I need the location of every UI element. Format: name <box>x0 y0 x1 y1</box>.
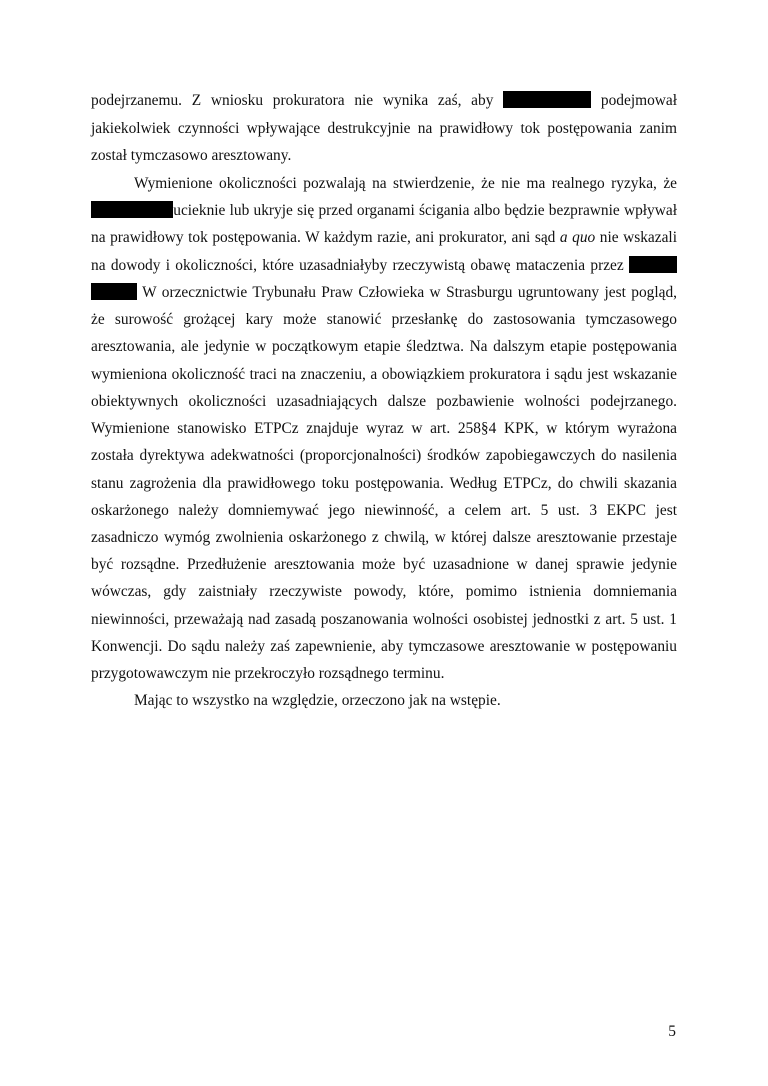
line-text: podejrzanemu. Z wniosku prokuratora nie wynika zaś, aby <box>91 92 494 109</box>
text-line <box>91 474 677 494</box>
line-text: Mając to wszystko na względzie, orzeczono jak na wstępie. <box>134 692 501 709</box>
text-line <box>91 119 677 139</box>
text-line <box>91 337 677 357</box>
line-text: Wymienione stanowisko ETPCz znajduje wyraz w art. 258§4 KPK, w którym wyrażona <box>91 420 677 437</box>
line-text: być rozsądne. Przedłużenie aresztowania może być uzasadnione w danej sprawie jedynie <box>91 556 677 573</box>
line-text: na dowody i okoliczności, które uzasadniałyby rzeczywistą obawę mataczenia przez <box>91 257 624 274</box>
text-line <box>134 174 677 194</box>
line-text: nie wskazali <box>599 229 677 246</box>
text-line <box>91 392 677 412</box>
text-line <box>91 610 677 630</box>
line-text: że surowość grożącej kary może stanowić przesłankę do zastosowania tymczasowego <box>91 311 677 328</box>
line-text: została dyrektywa adekwatności (proporcjonalności) środków zapobiegawczych do nasilenia <box>91 447 677 464</box>
text-line <box>91 446 677 466</box>
text-line <box>91 283 677 303</box>
text-line <box>91 201 677 221</box>
text-line <box>91 582 677 602</box>
text-line <box>134 691 677 711</box>
text-line <box>91 91 677 111</box>
line-text: aresztowania, ale jedynie w początkowym etapie śledztwa. Na dalszym etapie postępowania <box>91 338 677 355</box>
line-text: Wymienione okoliczności pozwalają na stwierdzenie, że nie ma realnego ryzyka, że <box>134 175 677 192</box>
line-text: niewinności, przeważają nad zasadą poszanowania wolności osobistej jednostki z art. 5 ust. 1 <box>91 611 677 628</box>
redaction-block <box>503 91 591 108</box>
line-text: obiektywnych okoliczności uzasadniających dalsze pozbawienie wolności podejrzanego. <box>91 393 677 410</box>
line-text: stanu zagrożenia dla prawidłowego toku postępowania. Według ETPCz, do chwili skazania <box>91 475 677 492</box>
redaction-block <box>91 201 173 218</box>
text-line <box>91 256 677 276</box>
text-line <box>91 637 677 657</box>
line-text: W orzecznictwie Trybunału Praw Człowieka w Strasburgu ugruntowany jest pogląd, <box>142 284 677 301</box>
redaction-block <box>629 256 677 273</box>
page-number: 5 <box>668 1023 676 1040</box>
text-line <box>91 228 677 248</box>
line-text: wówczas, gdy zaistniały rzeczywiste powody, które, pomimo istnienia domniemania <box>91 583 677 600</box>
line-text: oskarżonego należy domniemywać jego niewinność, a celem art. 5 ust. 3 EKPC jest <box>91 502 677 519</box>
text-line <box>91 146 677 166</box>
text-line <box>91 664 677 684</box>
line-text: podejmował <box>600 92 677 109</box>
line-text: przygotowawczym nie przekroczyło rozsądnego terminu. <box>91 665 445 682</box>
italic-phrase: a quo <box>559 229 596 246</box>
text-line <box>91 555 677 575</box>
line-text: na prawidłowy tok postępowania. W każdym razie, ani prokurator, ani sąd <box>91 229 556 246</box>
text-line <box>91 310 677 330</box>
text-line <box>91 365 677 385</box>
line-text: ucieknie lub ukryje się przed organami ścigania albo będzie bezprawnie wpływał <box>173 202 677 219</box>
text-line <box>91 501 677 521</box>
line-text: jakiekolwiek czynności wpływające destrukcyjnie na prawidłowy tok postępowania zanim <box>91 120 677 137</box>
text-line <box>91 528 677 548</box>
text-line <box>91 419 677 439</box>
redaction-block <box>91 283 137 300</box>
line-text: Konwencji. Do sądu należy zaś zapewnienie, aby tymczasowe aresztowanie w postępowaniu <box>91 638 677 655</box>
line-text: zasadniczo wymóg zwolnienia oskarżonego z chwilą, w której dalsze aresztowanie przestaje <box>91 529 677 546</box>
line-text: wymieniona okoliczność traci na znaczeniu, a obowiązkiem prokuratora i sądu jest wskazanie <box>91 366 677 383</box>
line-text: został tymczasowo aresztowany. <box>91 147 292 164</box>
